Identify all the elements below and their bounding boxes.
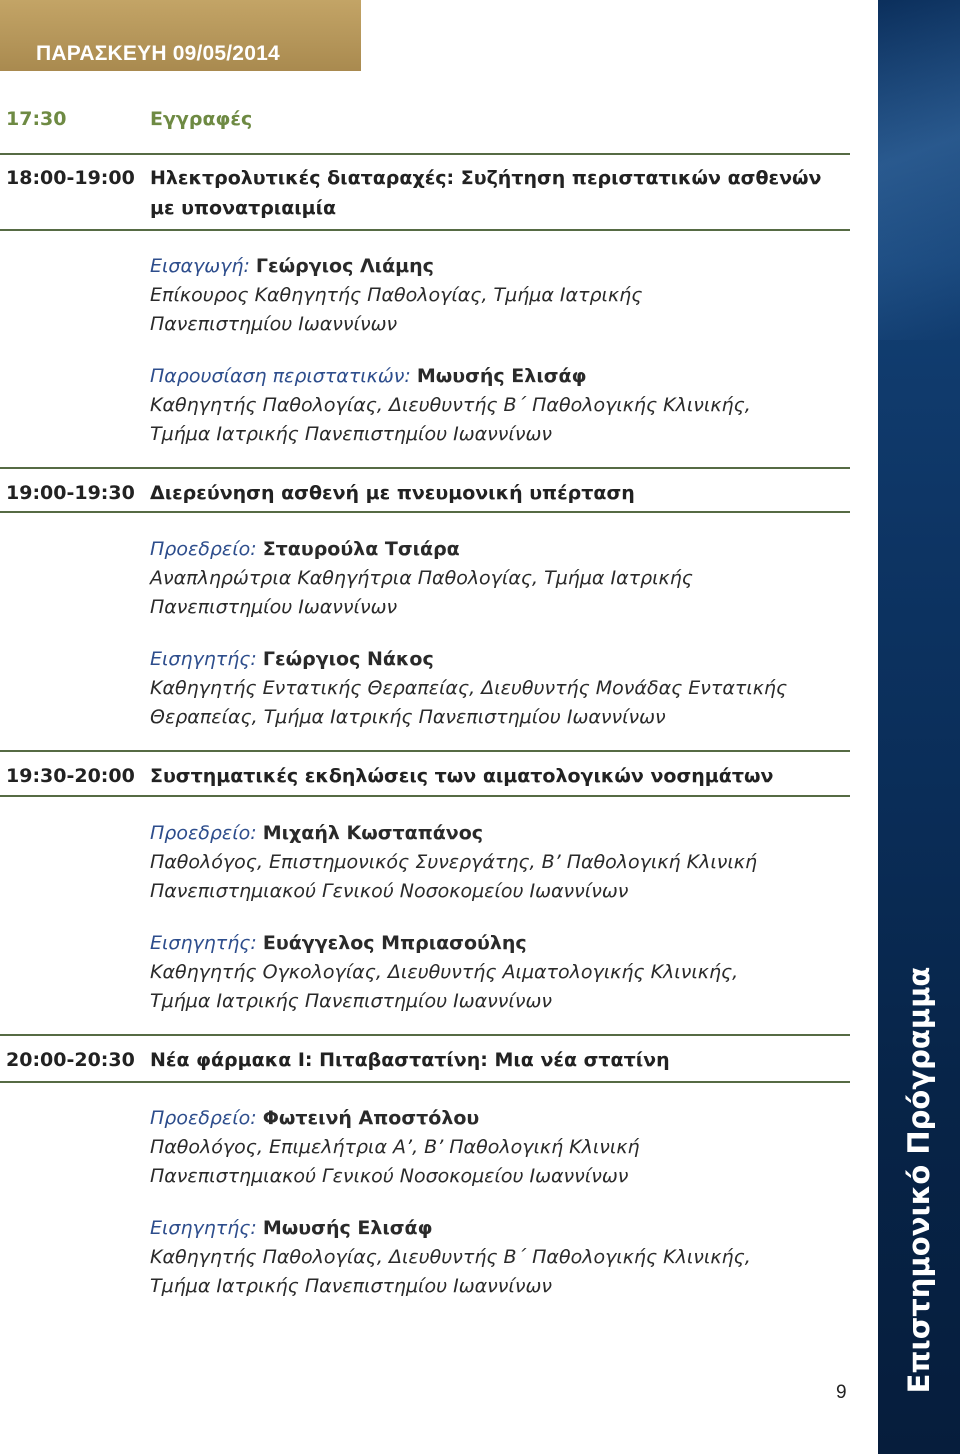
person-name: Μωυσής Ελισάφ bbox=[416, 365, 587, 387]
role-label: Προεδρείο: bbox=[150, 538, 257, 560]
affiliation: Καθηγητής Παθολογίας, Διευθυντής Β΄ Παθολογικής Κλινικής, bbox=[150, 394, 751, 416]
person-line bbox=[150, 255, 434, 277]
role-label: Παρουσίαση περιστατικών: bbox=[150, 365, 411, 387]
person-line bbox=[150, 1217, 432, 1239]
registration-time: 17:30 bbox=[6, 108, 67, 130]
side-band bbox=[878, 0, 960, 1454]
session-title: Διερεύνηση ασθενή με πνευμονική υπέρταση bbox=[150, 482, 635, 504]
session-time: 20:00-20:30 bbox=[6, 1049, 135, 1071]
affiliation: Τμήμα Ιατρικής Πανεπιστημίου Ιωαννίνων bbox=[150, 423, 552, 445]
session-title: Ηλεκτρολυτικές διαταραχές: Συζήτηση περιστατικών ασθενών bbox=[150, 167, 822, 189]
role-label: Εισαγωγή: bbox=[150, 255, 250, 277]
session-time: 19:00-19:30 bbox=[6, 482, 135, 504]
person-line bbox=[150, 365, 586, 387]
divider bbox=[0, 229, 850, 231]
divider bbox=[0, 511, 850, 513]
divider bbox=[0, 1034, 850, 1036]
affiliation: Θεραπείας, Τμήμα Ιατρικής Πανεπιστημίου Ιωαννίνων bbox=[150, 706, 666, 728]
person-name: Γεώργιος Λιάμης bbox=[255, 255, 434, 277]
affiliation: Καθηγητής Ογκολογίας, Διευθυντής Αιματολογικής Κλινικής, bbox=[150, 961, 739, 983]
person-name: Φωτεινή Αποστόλου bbox=[262, 1107, 480, 1129]
registration-title: Εγγραφές bbox=[150, 108, 253, 130]
affiliation: Πανεπιστημιακού Γενικού Νοσοκομείου Ιωαννίνων bbox=[150, 880, 629, 902]
divider bbox=[0, 153, 850, 155]
role-label: Προεδρείο: bbox=[150, 1107, 257, 1129]
session-title: με υπονατριαιμία bbox=[150, 197, 337, 219]
affiliation: Παθολόγος, Επιμελήτρια Α’, Β’ Παθολογική Κλινική bbox=[150, 1136, 640, 1158]
divider bbox=[0, 750, 850, 752]
affiliation: Πανεπιστημιακού Γενικού Νοσοκομείου Ιωαννίνων bbox=[150, 1165, 629, 1187]
affiliation: Πανεπιστημίου Ιωαννίνων bbox=[150, 596, 398, 618]
role-label: Προεδρείο: bbox=[150, 822, 257, 844]
divider bbox=[0, 795, 850, 797]
affiliation: Καθηγητής Παθολογίας, Διευθυντής Β΄ Παθολογικής Κλινικής, bbox=[150, 1246, 751, 1268]
person-name: Γεώργιος Νάκος bbox=[262, 648, 434, 670]
affiliation: Επίκουρος Καθηγητής Παθολογίας, Τμήμα Ιατρικής bbox=[150, 284, 643, 306]
person-line bbox=[150, 1107, 479, 1129]
person-line bbox=[150, 648, 434, 670]
person-line bbox=[150, 932, 527, 954]
page-number: 9 bbox=[836, 1382, 847, 1403]
affiliation: Αναπληρώτρια Καθηγήτρια Παθολογίας, Τμήμα Ιατρικής bbox=[150, 567, 693, 589]
session-title: Συστηματικές εκδηλώσεις των αιματολογικών νοσημάτων bbox=[150, 765, 774, 787]
session-title: Νέα φάρμακα I: Πιταβαστατίνη: Μια νέα στατίνη bbox=[150, 1049, 670, 1071]
side-title: Επιστημονικό Πρόγραμμα bbox=[902, 966, 936, 1394]
date-header bbox=[0, 0, 361, 71]
divider bbox=[0, 467, 850, 469]
divider bbox=[0, 1081, 850, 1083]
person-name: Ευάγγελος Μπριασούλης bbox=[262, 932, 527, 954]
person-name: Μωυσής Ελισάφ bbox=[262, 1217, 433, 1239]
role-label: Εισηγητής: bbox=[150, 932, 257, 954]
role-label: Εισηγητής: bbox=[150, 648, 257, 670]
affiliation: Τμήμα Ιατρικής Πανεπιστημίου Ιωαννίνων bbox=[150, 1275, 552, 1297]
person-name: Μιχαήλ Κωσταπάνος bbox=[262, 822, 484, 844]
affiliation: Καθηγητής Εντατικής Θεραπείας, Διευθυντής Μονάδας Εντατικής bbox=[150, 677, 788, 699]
session-time: 18:00-19:00 bbox=[6, 167, 135, 189]
person-line bbox=[150, 538, 460, 560]
person-name: Σταυρούλα Τσιάρα bbox=[262, 538, 460, 560]
date-label: ΠΑΡΑΣΚΕΥΗ 09/05/2014 bbox=[36, 42, 280, 65]
side-band-glow bbox=[878, 0, 960, 340]
affiliation: Πανεπιστημίου Ιωαννίνων bbox=[150, 313, 398, 335]
affiliation: Τμήμα Ιατρικής Πανεπιστημίου Ιωαννίνων bbox=[150, 990, 552, 1012]
affiliation: Παθολόγος, Επιστημονικός Συνεργάτης, Β’ Παθολογική Κλινική bbox=[150, 851, 758, 873]
role-label: Εισηγητής: bbox=[150, 1217, 257, 1239]
person-line bbox=[150, 822, 483, 844]
session-time: 19:30-20:00 bbox=[6, 765, 135, 787]
